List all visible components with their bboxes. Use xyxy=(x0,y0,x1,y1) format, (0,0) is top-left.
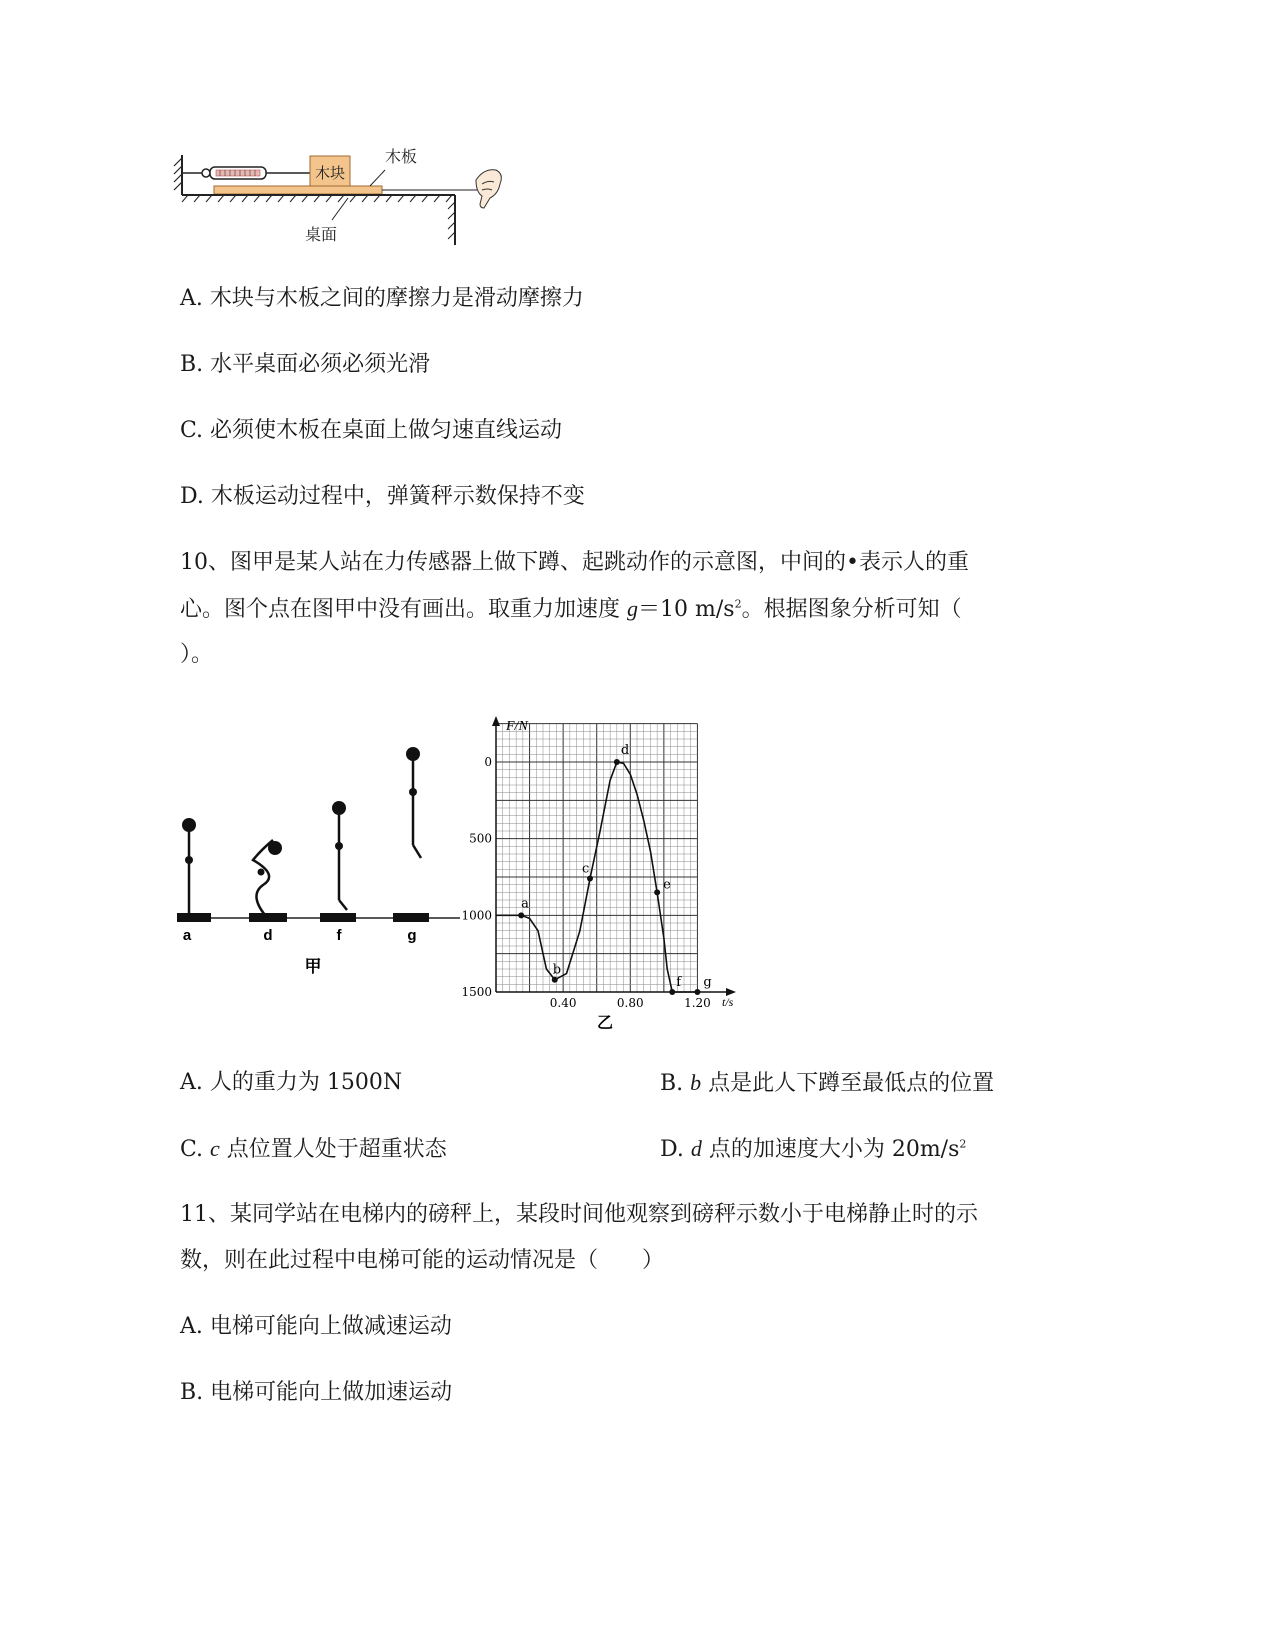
yi-caption: 乙 xyxy=(596,1013,614,1032)
board-label: 木板 xyxy=(385,149,418,166)
x-tick-label: 0.80 xyxy=(616,996,644,1010)
y-axis-label: F/N xyxy=(506,719,528,734)
q10-option-d: D. d 点的加速度大小为 $20m/s^2$ xyxy=(660,1136,967,1162)
friction-experiment-figure xyxy=(170,140,520,255)
stage-f-figure xyxy=(320,801,356,922)
x-tick-label: 1.20 xyxy=(684,996,711,1010)
q11-stem-line2: 数，则在此过程中电梯可能的运动情况是（ ） xyxy=(180,1248,665,1273)
stage-g-figure xyxy=(393,747,429,922)
chart-point-e xyxy=(654,889,660,895)
chart-point-label: e xyxy=(663,877,671,893)
chart-point-label: d xyxy=(620,743,630,758)
chart-point-label: b xyxy=(552,962,562,978)
y-tick-label: 500 xyxy=(469,831,492,846)
jia-label-d: d xyxy=(263,927,273,944)
jia-caption: 甲 xyxy=(304,957,322,977)
wood-board xyxy=(214,186,382,194)
q9-option-d: D. 木板运动过程中，弹簧秤示数保持不变 xyxy=(180,484,585,509)
chart-point-g xyxy=(694,989,700,995)
chart-point-label: c xyxy=(582,861,590,877)
chart-point-label: a xyxy=(521,896,529,912)
jia-label-a: a xyxy=(182,927,192,944)
chart-point-f xyxy=(669,989,675,995)
block-label: 木块 xyxy=(314,165,346,182)
hand-icon xyxy=(476,170,501,208)
chart-grid xyxy=(496,724,697,992)
figure-jia xyxy=(175,740,465,980)
q9-option-b: B. 水平桌面必须必须光滑 xyxy=(180,352,431,377)
stage-d-figure xyxy=(249,840,287,922)
x-tick-label: 0.40 xyxy=(549,996,577,1010)
desk-label: 桌面 xyxy=(305,227,338,244)
jia-label-g: g xyxy=(407,927,417,944)
chart-point-label: f xyxy=(676,975,682,990)
q10-stem-line1: 10、图甲是某人站在力传感器上做下蹲、起跳动作的示意图，中间的•表示人的重 xyxy=(180,550,969,575)
q11-stem-line1: 11、某同学站在电梯内的磅秤上，某段时间他观察到磅秤示数小于电梯静止时的示 xyxy=(180,1202,978,1227)
q11-option-a: A. 电梯可能向上做减速运动 xyxy=(180,1314,452,1339)
y-tick-label: 0 xyxy=(484,755,492,769)
y-tick-label: 1000 xyxy=(461,908,492,923)
q10-stem-line3: ）。 xyxy=(180,642,214,667)
chart-point-label: g xyxy=(703,975,712,990)
q10-option-a: A. 人的重力为 1500N xyxy=(180,1070,403,1095)
stage-a-figure xyxy=(177,818,211,922)
q10-option-b: B. b 点是此人下蹲至最低点的位置 xyxy=(660,1070,995,1096)
q11-option-b: B. 电梯可能向上做加速运动 xyxy=(180,1380,453,1405)
chart-point-a xyxy=(518,912,524,918)
jia-label-f: f xyxy=(336,927,342,944)
q9-option-a: A. 木块与木板之间的摩擦力是滑动摩擦力 xyxy=(180,286,584,311)
chart-point-d xyxy=(614,759,620,765)
q9-option-c: C. 必须使木板在桌面上做匀速直线运动 xyxy=(180,418,563,443)
force-time-chart xyxy=(460,712,750,1037)
q10-stem-line2: 心。图个点在图甲中没有画出。取重力加速度 g＝10 $m/s^2$。根据图象分析可知（ xyxy=(180,596,962,622)
x-axis-label: t/s xyxy=(722,995,734,1009)
q10-option-c: C. c 点位置人处于超重状态 xyxy=(180,1136,447,1162)
y-tick-label: 1500 xyxy=(461,985,492,999)
